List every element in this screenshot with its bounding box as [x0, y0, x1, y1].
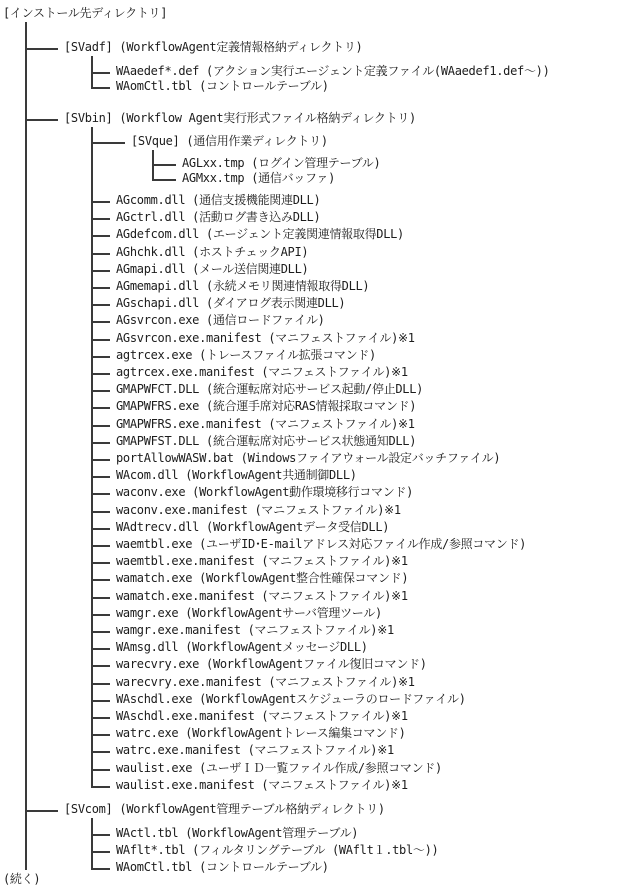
- tree-node-waconv-exe-manifest: waconv.exe.manifest (マニフェストファイル)※1: [116, 503, 401, 517]
- tree-branch-line: [91, 511, 110, 513]
- tree-branch-line: [91, 425, 110, 427]
- tree-branch-line: [91, 253, 110, 255]
- tree-node-waschdl-exe-manifest: WAschdl.exe.manifest (マニフェストファイル)※1: [116, 709, 408, 723]
- tree-branch-line: [91, 528, 110, 530]
- tree-branch-line: [91, 545, 110, 547]
- tree-branch-line: [91, 304, 110, 306]
- tree-branch-line: [91, 201, 110, 203]
- tree-branch-line: [25, 810, 58, 812]
- tree-node-waemtbl-exe: waemtbl.exe (ユーザID･E-mailアドレス対応ファイル作成/参照コマンド): [116, 537, 527, 551]
- tree-branch-line: [91, 717, 110, 719]
- tree-branch-line: [25, 48, 58, 50]
- tree-node-warecvry-exe-manifest: warecvry.exe.manifest (マニフェストファイル)※1: [116, 675, 415, 689]
- tree-branch-line: [91, 851, 110, 853]
- tree-node-svque: [SVque] (通信用作業ディレクトリ): [131, 134, 328, 148]
- tree-branch-line: [91, 786, 110, 788]
- tree-branch-line: [25, 119, 58, 121]
- tree-node-agmemapi-dll: AGmemapi.dll (永続メモリ関連情報取得DLL): [116, 279, 370, 293]
- tree-node-warecvry-exe: warecvry.exe (WorkflowAgentファイル復旧コマンド): [116, 657, 427, 671]
- tree-node-agctrl-dll: AGctrl.dll (活動ログ書き込みDLL): [116, 210, 321, 224]
- tree-node-agtrcex-exe-manifest: agtrcex.exe.manifest (マニフェストファイル)※1: [116, 365, 408, 379]
- tree-branch-line: [91, 356, 110, 358]
- tree-node-svbin: [SVbin] (Workflow Agent実行形式ファイル格納ディレクトリ): [64, 111, 416, 125]
- tree-branch-line: [91, 769, 110, 771]
- tree-node-waflt-tbl: WAflt*.tbl (フィルタリングテーブル (WAflt１.tbl～)): [116, 843, 439, 857]
- tree-node-aghchk-dll: AGhchk.dll (ホストチェックAPI): [116, 245, 309, 259]
- tree-branch-line: [91, 218, 110, 220]
- tree-branch-line: [91, 734, 110, 736]
- tree-branch-line: [152, 164, 176, 166]
- tree-node-waconv-exe: waconv.exe (WorkflowAgent動作環境移行コマンド): [116, 485, 414, 499]
- tree-node-agsvrcon-exe-manifest: AGsvrcon.exe.manifest (マニフェストファイル)※1: [116, 331, 415, 345]
- tree-branch-line: [91, 407, 110, 409]
- tree-branch-line: [91, 72, 110, 74]
- tree-branch-line: [91, 390, 110, 392]
- tree-trunk-line: [25, 22, 27, 870]
- tree-node-node: [インストール先ディレクトリ]: [3, 6, 168, 20]
- tree-branch-line: [91, 834, 110, 836]
- tree-branch-line: [91, 459, 110, 461]
- tree-node-wamatch-exe-manifest: wamatch.exe.manifest (マニフェストファイル)※1: [116, 589, 408, 603]
- tree-node-wactl-tbl: WActl.tbl (WorkflowAgent管理テーブル): [116, 826, 359, 840]
- tree-node-agcomm-dll: AGcomm.dll (通信支援機能関連DLL): [116, 193, 321, 207]
- tree-node-wacom-dll: WAcom.dll (WorkflowAgent共通制御DLL): [116, 468, 357, 482]
- tree-branch-line: [91, 665, 110, 667]
- tree-node-wadtrecv-dll: WAdtrecv.dll (WorkflowAgentデータ受信DLL): [116, 520, 390, 534]
- tree-node-portallowwasw-bat: portAllowWASW.bat (Windowsファイアウォール設定バッチファイル): [116, 451, 501, 465]
- tree-node-gmapwfst-dll: GMAPWFST.DLL (統合運転席対応サービス状態通知DLL): [116, 434, 417, 448]
- tree-node-agschapi-dll: AGschapi.dll (ダイアログ表示関連DLL): [116, 296, 346, 310]
- tree-trunk-line: [91, 127, 93, 788]
- tree-branch-line: [91, 321, 110, 323]
- tree-trunk-line: [91, 56, 93, 89]
- tree-branch-line: [152, 179, 176, 181]
- tree-node-waschdl-exe: WAschdl.exe (WorkflowAgentスケジューラのロードファイル): [116, 692, 466, 706]
- tree-branch-line: [91, 476, 110, 478]
- tree-node-gmapwfrs-exe-manifest: GMAPWFRS.exe.manifest (マニフェストファイル)※1: [116, 417, 415, 431]
- tree-branch-line: [91, 87, 110, 89]
- tree-node-svcom: [SVcom] (WorkflowAgent管理テーブル格納ディレクトリ): [64, 802, 385, 816]
- tree-branch-line: [91, 868, 110, 870]
- tree-trunk-line: [152, 150, 154, 181]
- tree-branch-line: [91, 683, 110, 685]
- tree-branch-line: [91, 235, 110, 237]
- tree-node-agmapi-dll: AGmapi.dll (メール送信関連DLL): [116, 262, 309, 276]
- tree-node-aglxx-tmp: AGLxx.tmp (ログイン管理テーブル): [182, 156, 381, 170]
- tree-branch-line: [91, 373, 110, 375]
- tree-node-waulist-exe: waulist.exe (ユーザＩＤ一覧ファイル作成/参照コマンド): [116, 761, 442, 775]
- tree-node-waulist-exe-manifest: waulist.exe.manifest (マニフェストファイル)※1: [116, 778, 408, 792]
- tree-branch-line: [91, 631, 110, 633]
- tree-node-gmapwfct-dll: GMAPWFCT.DLL (統合運転席対応サービス起動/停止DLL): [116, 382, 424, 396]
- tree-branch-line: [91, 339, 110, 341]
- tree-node-agmxx-tmp: AGMxx.tmp (通信バッファ): [182, 171, 336, 185]
- tree-node-waomctl-tbl: WAomCtl.tbl (コントロールテーブル): [116, 860, 329, 874]
- tree-branch-line: [91, 579, 110, 581]
- tree-branch-line: [91, 270, 110, 272]
- tree-branch-line: [91, 597, 110, 599]
- tree-branch-line: [91, 562, 110, 564]
- tree-branch-line: [91, 700, 110, 702]
- tree-node-waaedef-def: WAaedef*.def (アクション実行エージェント定義ファイル(WAaedef1.def～)): [116, 64, 550, 78]
- tree-branch-line: [91, 493, 110, 495]
- tree-node-watrc-exe: watrc.exe (WorkflowAgentトレース編集コマンド): [116, 726, 406, 740]
- tree-node-agdefcom-dll: AGdefcom.dll (エージェント定義関連情報取得DLL): [116, 227, 404, 241]
- tree-branch-line: [91, 648, 110, 650]
- tree-node-agtrcex-exe: agtrcex.exe (トレースファイル拡張コマンド): [116, 348, 376, 362]
- tree-node-agsvrcon-exe: AGsvrcon.exe (通信ロードファイル): [116, 313, 325, 327]
- tree-node-watrc-exe-manifest: watrc.exe.manifest (マニフェストファイル)※1: [116, 743, 394, 757]
- tree-node-wamgr-exe-manifest: wamgr.exe.manifest (マニフェストファイル)※1: [116, 623, 394, 637]
- tree-branch-line: [91, 751, 110, 753]
- tree-node-waemtbl-exe-manifest: waemtbl.exe.manifest (マニフェストファイル)※1: [116, 554, 408, 568]
- continued-label: (続く): [3, 872, 41, 886]
- tree-node-svadf: [SVadf] (WorkflowAgent定義情報格納ディレクトリ): [64, 40, 363, 54]
- tree-node-waomctl-tbl: WAomCtl.tbl (コントロールテーブル): [116, 79, 329, 93]
- tree-node-gmapwfrs-exe: GMAPWFRS.exe (統合運手席対応RAS情報採取コマンド): [116, 399, 417, 413]
- tree-branch-line: [91, 442, 110, 444]
- tree-node-wamatch-exe: wamatch.exe (WorkflowAgent整合性確保コマンド): [116, 571, 409, 585]
- tree-trunk-line: [91, 818, 93, 870]
- tree-branch-line: [91, 614, 110, 616]
- tree-branch-line: [91, 142, 125, 144]
- tree-node-wamgr-exe: wamgr.exe (WorkflowAgentサーバ管理ツール): [116, 606, 382, 620]
- tree-branch-line: [91, 287, 110, 289]
- tree-node-wamsg-dll: WAmsg.dll (WorkflowAgentメッセージDLL): [116, 640, 368, 654]
